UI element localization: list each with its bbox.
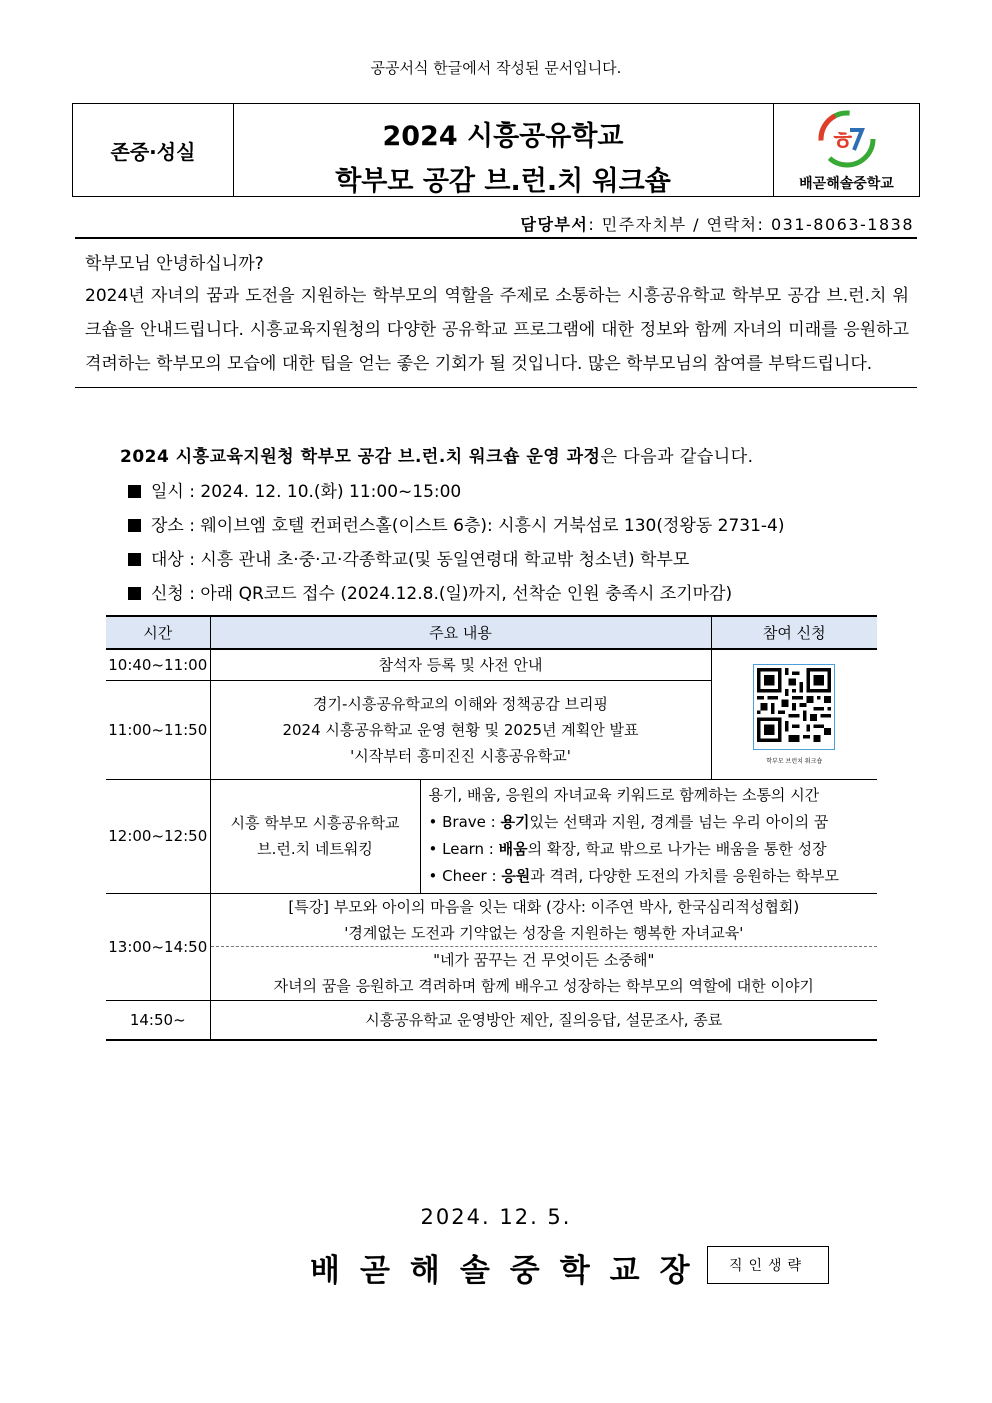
school-logo [773,104,919,196]
list-item: 일시 : 2024. 12. 10.(화) 11:00~15:00 [128,480,785,514]
row-title: 시흥 학부모 시흥공유학교 브.런.치 네트워킹 [210,779,420,893]
school-logo-name: 배곧해솔중학교 [799,176,894,192]
document-header [72,103,920,197]
school-emblem-icon [812,108,882,170]
keyword-brave: • Brave : 용기있는 선택과 지원, 경계를 넘는 우리 아이의 꿈 [428,813,829,831]
title-line-2: 학부모 공감 브.런.치 워크숍 [335,166,671,197]
table-row [106,779,877,893]
list-item: 신청 : 아래 QR코드 접수 (2024.12.8.(일)까지, 선착순 인원 충족시 조기마감) [128,582,785,616]
square-bullet-icon [128,519,141,532]
table-row [106,1000,877,1040]
keyword-learn: • Learn : 배움의 확장, 학교 밖으로 나가는 배움을 통한 성장 [428,840,827,858]
contact-info [520,212,914,235]
lead-sentence [120,442,754,467]
header-signup: 참여 신청 [711,616,877,649]
row-content: [특강] 부모와 아이의 마음을 잇는 대화 (강사: 이주연 박사, 한국심리적성협회) '경계없는 도전과 기약없는 성장을 지원하는 행복한 자녀교육' "네가 꿈꾸는 건 무엇이든 소중해" 자녀의 꿈을 응원하고 격려하며 함께 배우고 성장하는 학부모의 역할에 대한 이야기 [210,893,877,1000]
info-list [128,480,785,616]
lead-rest: 은 다음과 같습니다. [600,447,754,467]
keyword-cheer: • Cheer : 응원과 격려, 다양한 도전의 가치를 응원하는 학부모 [428,867,839,885]
qr-frame[interactable] [753,664,835,750]
qr-caption: 학부모 브런치 워크숍 [766,757,823,765]
schedule-table [106,615,877,1041]
row-time: 14:50~ [106,1000,210,1040]
header-content: 주요 내용 [210,616,711,649]
row-keywords: 용기, 배움, 응원의 자녀교육 키워드로 함께하는 소통의 시간 • Brave : 용기있는 선택과 지원, 경계를 넘는 우리 아이의 꿈 • Learn : 배움의 확장, 학교 밖으로 나가는 배움을 통한 성장 • Cheer : 응원과 격려, 다양한 도전의 가치를 응원하는 학부모 [420,779,877,893]
intro-body: 2024년 자녀의 꿈과 도전을 지원하는 학부모의 역할을 주제로 소통하는 시흥공유학교 학부모 공감 브.런.치 워크숍을 안내드립니다. 시흥교육지원청의 다양한 공유학교 프로그램에 대한 정보와 함께 자녀의 미래를 응원하고 격려하는 학부모의 모습에 대한 팁을 얻는 좋은 기회가 될 것입니다. 많은 학부모님의 참여를 부탁드립니다. [85,286,909,374]
row-time: 12:00~12:50 [106,779,210,893]
list-item: 대상 : 시흥 관내 초·중·고·각종학교(및 동일연령대 학교밖 청소년) 학부모 [128,548,785,582]
row-time: 13:00~14:50 [106,893,210,1000]
school-motto: 존중·성실 [73,104,234,196]
row-content: 참석자 등록 및 사전 안내 [210,649,711,680]
header-time: 시간 [106,616,210,649]
table-row [106,649,877,680]
qr-cell [711,649,877,779]
svg-text:ㅎ: ㅎ [830,127,856,157]
row-time: 11:00~11:50 [106,680,210,779]
table-header-row [106,616,877,649]
title-line-1: 2024 시흥공유학교 [382,121,624,152]
square-bullet-icon [128,587,141,600]
row-content: 시흥공유학교 운영방안 제안, 질의응답, 설문조사, 종료 [210,1000,877,1040]
lead-bold: 2024 시흥교육지원청 학부모 공감 브.런.치 워크숍 운영 과정 [120,447,601,467]
document-date: 2024. 12. 5. [420,1205,572,1229]
dept-contact: : 민주자치부 / 연락처: 031-8063-1838 [588,215,914,234]
document-title [233,104,773,196]
intro-section [75,237,917,388]
seal-omitted-box: 직인생략 [707,1246,829,1284]
row-time: 10:40~11:00 [106,649,210,680]
row-content: 경기-시흥공유학교의 이해와 정책공감 브리핑 2024 시흥공유학교 운영 현황 및 2025년 계획안 발표 '시작부터 흥미진진 시흥공유학교' [210,680,711,779]
dept-label: 담당부서 [520,215,589,234]
list-item: 장소 : 웨이브엠 호텔 컨퍼런스홀(이스트 6층): 시흥시 거북섬로 130(정왕동 2731-4) [128,514,785,548]
square-bullet-icon [128,485,141,498]
square-bullet-icon [128,553,141,566]
qr-code-icon[interactable] [757,668,831,742]
greeting: 학부모님 안녕하십니까? [85,254,264,274]
signer: 배곧해솔중학교장 [310,1253,710,1289]
table-row [106,893,877,1000]
document-notice: 공공서식 한글에서 작성된 문서입니다. [370,59,622,77]
